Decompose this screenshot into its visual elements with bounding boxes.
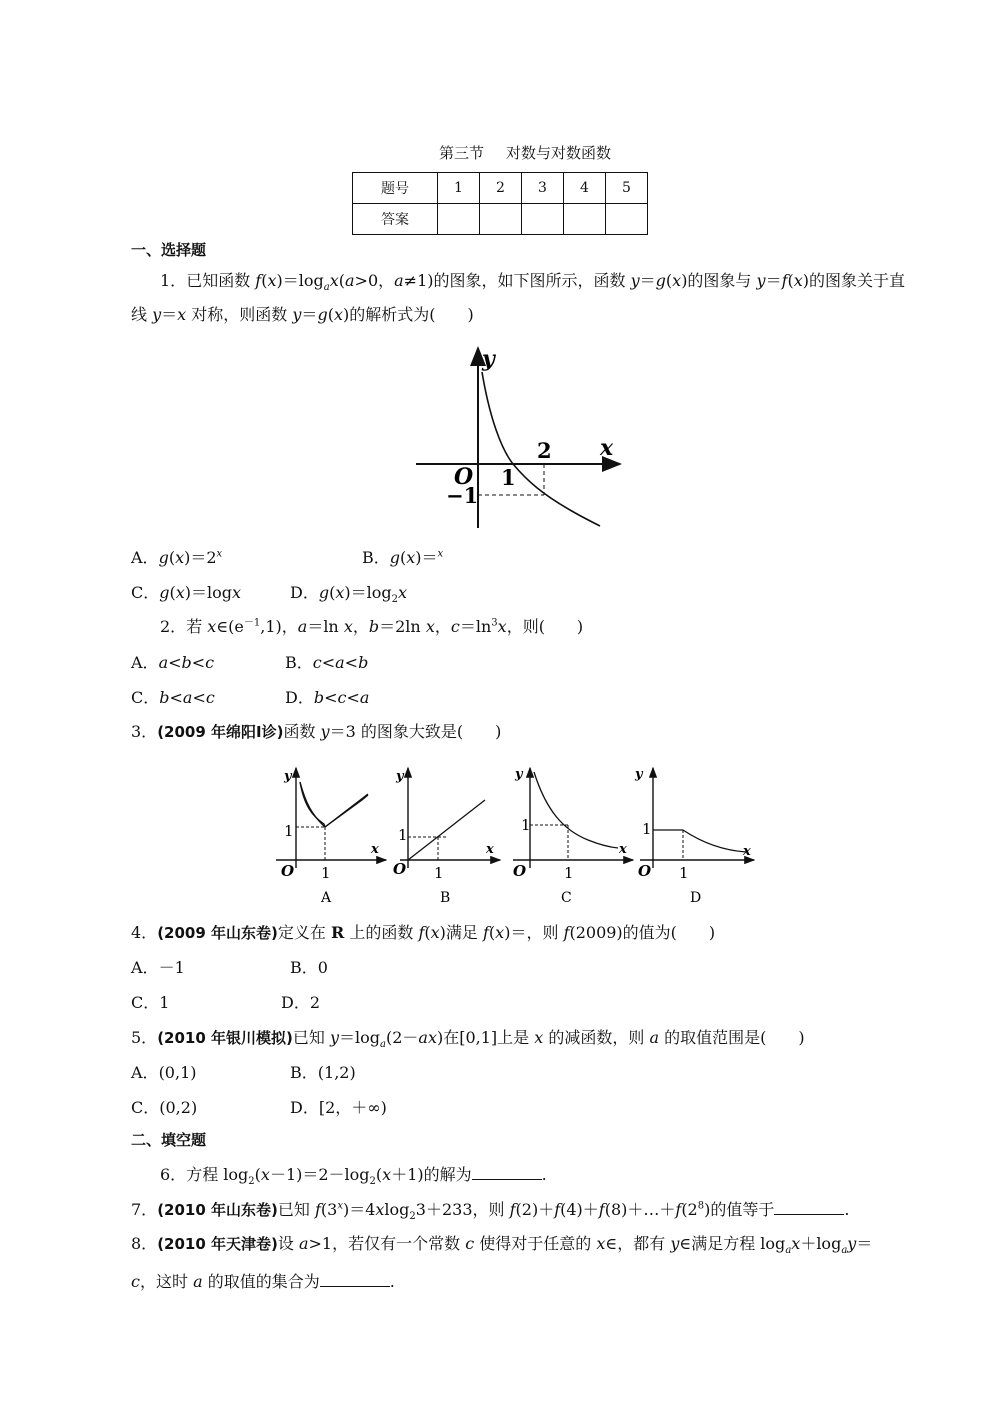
q5-option-a[interactable]: A．(0,1) [131, 1063, 197, 1082]
question-number-cell: 3 [522, 173, 564, 204]
answer-blank[interactable] [472, 1165, 542, 1180]
answer-table-row-answers [353, 204, 648, 235]
svg-text:O: O [513, 862, 527, 880]
graph-a[interactable] [276, 768, 386, 906]
q2-option-c[interactable]: C．b<a<c [131, 688, 215, 707]
svg-text:1: 1 [642, 820, 652, 838]
section-fill-heading: 二、填空题 [131, 1131, 207, 1149]
svg-text:x: x [371, 842, 379, 857]
q1-option-a[interactable]: A．$g(x)=2^x$ [131, 548, 223, 567]
origin-label: O [454, 464, 474, 490]
svg-text:x: x [743, 844, 751, 859]
svg-text:O: O [393, 860, 407, 878]
svg-text:y: y [284, 769, 292, 784]
q2-option-b[interactable]: B．c<a<b [285, 653, 369, 672]
section-title: 对数与对数函数 [506, 144, 612, 162]
y-axis-label: y [482, 346, 495, 372]
svg-text:1: 1 [564, 864, 574, 882]
answer-table [352, 172, 648, 235]
svg-text:y: y [396, 769, 404, 784]
question-number-header: 题号 [353, 173, 438, 204]
section-choice-heading: 一、选择题 [131, 241, 207, 259]
svg-text:x: x [619, 842, 627, 857]
graph-b-label: B [440, 890, 451, 906]
q5-option-d[interactable]: D．[2，＋∞) [290, 1098, 387, 1117]
tick-label: 2 [537, 438, 552, 463]
page-title [0, 146, 1000, 161]
q4-option-d[interactable]: D．2 [281, 993, 321, 1012]
q5-option-c[interactable]: C．(0,2) [131, 1098, 198, 1117]
q5-option-b[interactable]: B．(1,2) [290, 1063, 356, 1082]
answer-blank[interactable] [774, 1200, 844, 1215]
question-1-line-2: 线 y＝x 对称，则函数 y＝g(x)的解析式为( ) [131, 305, 474, 324]
svg-text:1: 1 [398, 826, 408, 844]
q2-option-a[interactable]: A．a<b<c [131, 653, 215, 672]
q4-option-b[interactable]: B．0 [290, 958, 328, 977]
q1-option-c[interactable]: C．g(x)＝logx [131, 583, 242, 602]
section-number: 第三节 [438, 144, 484, 162]
answer-header: 答案 [353, 204, 438, 235]
question-number-cell: 4 [564, 173, 606, 204]
question-5: 5．(2010 年银川模拟)已知 $y=\log_a(2-ax)$在[0,1]上是 x 的减函数，则 a 的取值范围是( ) [131, 1028, 805, 1051]
answer-cell [480, 204, 522, 235]
question-number-cell: 5 [606, 173, 648, 204]
question-number-cell: 2 [480, 173, 522, 204]
svg-text:y: y [515, 767, 523, 782]
answer-cell [522, 204, 564, 235]
question-4: 4．(2009 年山东卷)定义在 R 上的函数 f(x)满足 f(x)＝，则 f(2009)的值为( ) [131, 923, 716, 942]
question-3: 3．(2009 年绵阳Ⅰ诊)函数 y＝3 的图象大致是( ) [131, 722, 502, 741]
q1-option-b[interactable]: B．g(x)＝$^x$ [362, 548, 444, 567]
svg-text:O: O [638, 862, 652, 880]
answer-cell [606, 204, 648, 235]
question-6: 6．方程 $\log_2(x-1)=2-\log_2(x+1)$的解为 . [160, 1165, 547, 1188]
question-8-line-1: 8．(2010 年天津卷)设 a>1，若仅有一个常数 c 使得对于任意的 x∈，都有 y∈满足方程 $\log_ax+\log_ay=$ [131, 1234, 873, 1257]
answer-blank[interactable] [320, 1272, 390, 1287]
question-1-line-1: 1．已知函数 $f(x)=\log_ax(a>0$，a≠1)的图象，如下图所示，函数 y＝g(x)的图象与 y＝f(x)的图象关于直 [160, 271, 906, 294]
graph-d[interactable] [634, 767, 754, 906]
question-number-cell: 1 [438, 173, 480, 204]
q1-option-d[interactable]: D．$g(x)=\log_2x$ [290, 583, 408, 606]
q4-option-a[interactable]: A．－1 [131, 958, 185, 977]
graph-a-label: A [321, 890, 332, 906]
question-8-line-2: c，这时 a 的取值的集合为 . [131, 1272, 395, 1291]
question-3-graphs [268, 760, 764, 910]
answer-cell [564, 204, 606, 235]
svg-text:1: 1 [434, 864, 444, 882]
answer-cell [438, 204, 480, 235]
svg-text:y: y [635, 767, 643, 782]
tick-label: −1 [446, 483, 479, 508]
x-axis-label: x [600, 435, 614, 461]
svg-text:O: O [281, 862, 295, 880]
question-1-graph [410, 340, 630, 535]
graph-b[interactable] [393, 768, 500, 906]
svg-text:1: 1 [284, 822, 294, 840]
svg-text:1: 1 [321, 864, 331, 882]
question-2: 2．若 $x\in(e^{-1},1)$，a＝ln x，b＝2ln x，$c=\ln^3x$，则( ) [160, 617, 584, 636]
graph-c[interactable] [513, 767, 633, 906]
svg-text:x: x [486, 842, 494, 857]
answer-table-row-numbers [353, 173, 648, 204]
graph-c-label: C [561, 890, 572, 906]
svg-text:1: 1 [679, 864, 689, 882]
q4-option-c[interactable]: C．1 [131, 993, 170, 1012]
svg-text:1: 1 [521, 816, 531, 834]
q2-option-d[interactable]: D．b<c<a [285, 688, 370, 707]
graph-d-label: D [690, 890, 702, 906]
tick-label: 1 [501, 465, 516, 490]
question-7: 7．(2010 年山东卷)已知 $f(3^x)=4xlog_23+233$，则 $f(2)+f(4)+f(8)+\dots+f(2^8)$的值等于 . [131, 1200, 850, 1223]
